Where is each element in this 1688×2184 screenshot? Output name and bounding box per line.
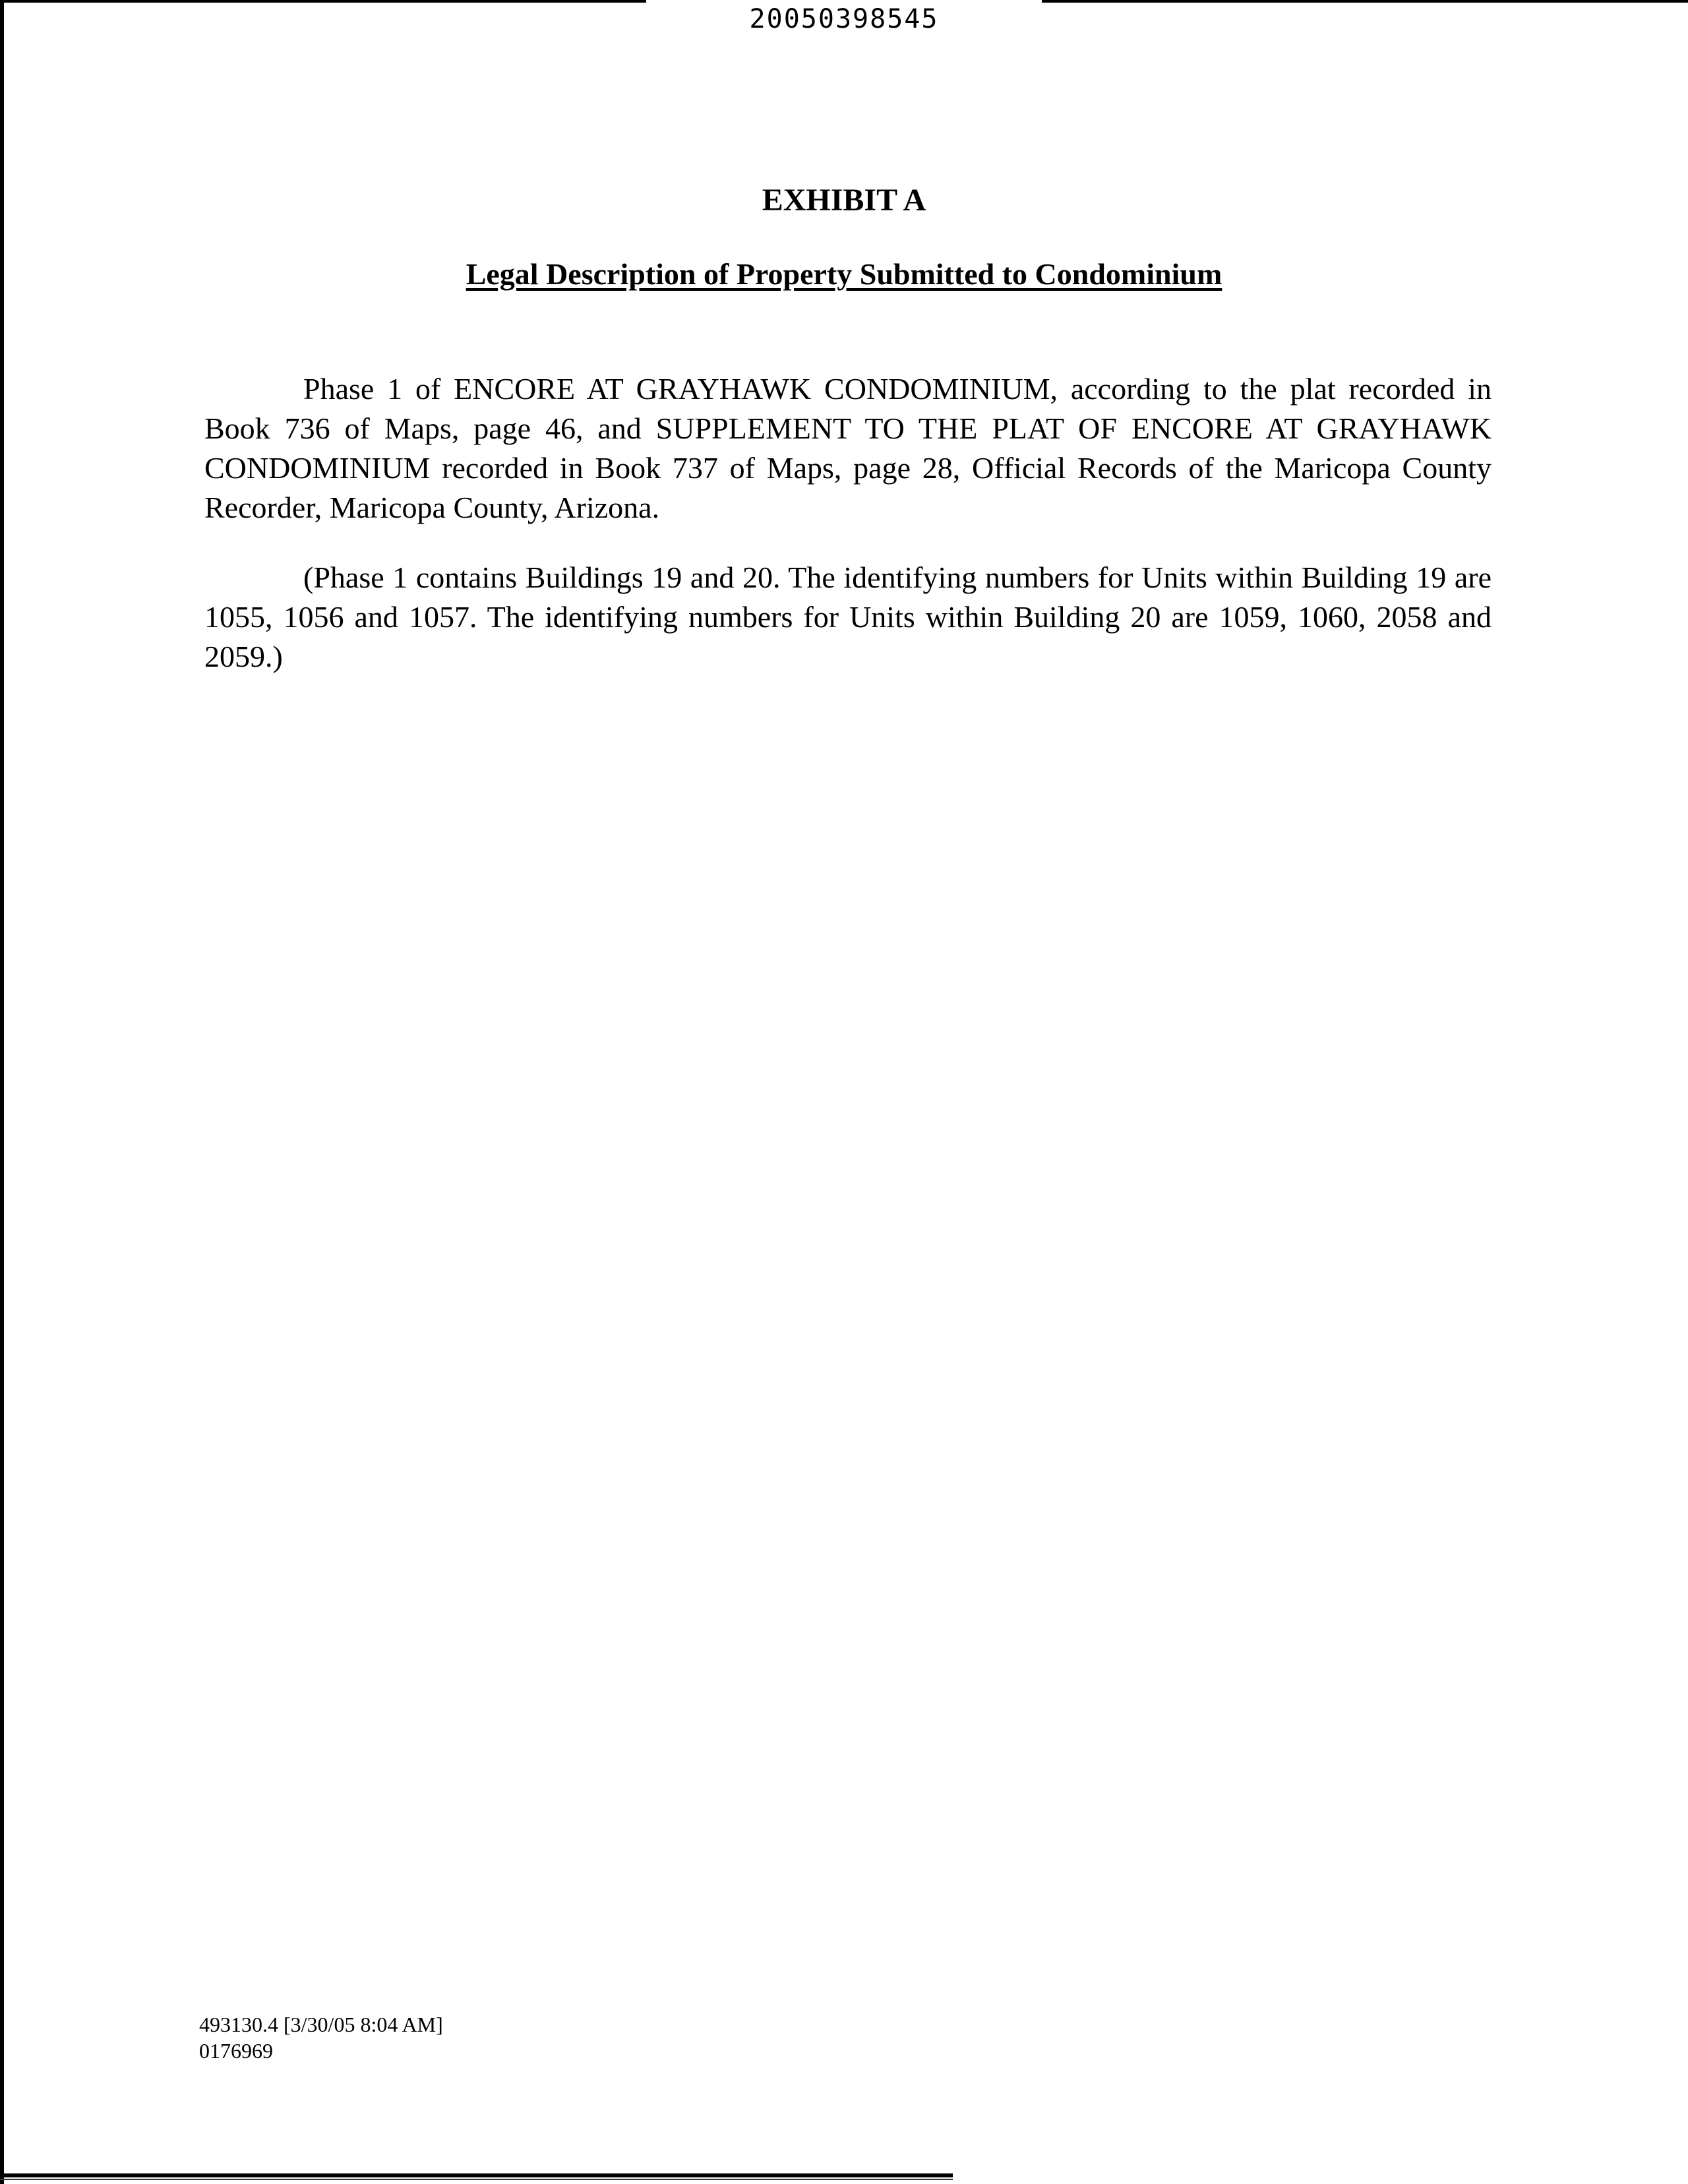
document-footer xyxy=(199,2011,443,2064)
exhibit-subtitle: Legal Description of Property Submitted to Condominium xyxy=(466,257,1222,291)
footer-number: 0176969 xyxy=(199,2039,273,2063)
footer-reference: 493130.4 [3/30/05 8:04 AM] xyxy=(199,2013,443,2036)
scan-border-bottom-shadow xyxy=(0,2179,953,2180)
scan-border-left xyxy=(0,0,4,2184)
exhibit-title: EXHIBIT A xyxy=(762,183,926,218)
legal-description-paragraph: Phase 1 of ENCORE AT GRAYHAWK CONDOMINIUM, according to the plat recorded in Book 736 of Maps, page 46, and SUPPLEMENT TO THE PLAT OF ENCORE AT GRAYHAWK CONDOMINIUM recorded in Book 737 of Maps, page 28, Official Records of the Maricopa County Recorder, Maricopa County, Arizona. xyxy=(204,372,1492,524)
scan-border-bottom xyxy=(0,2173,953,2177)
phase-contents-paragraph: (Phase 1 contains Buildings 19 and 20. The identifying numbers for Units within Building 19 are 1055, 1056 and 1057. The identifying numbers for Units within Building 20 are 1059, 1060, 2058 and 2059.) xyxy=(204,561,1492,673)
document-number: 20050398545 xyxy=(749,4,939,34)
